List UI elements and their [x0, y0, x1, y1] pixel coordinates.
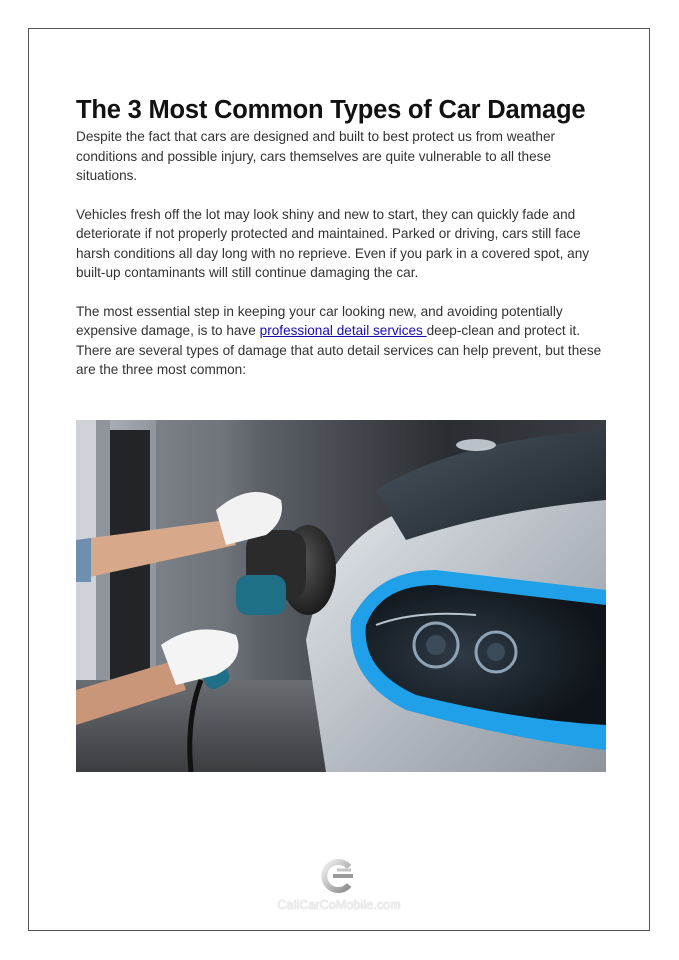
logo-text[interactable]: CaliCarCoMobile.com [277, 898, 401, 912]
paragraph-intro: Despite the fact that cars are designed and built to best protect us from weather conditions and possible injury, cars themselves are quite vulnerable to all these situations. [76, 129, 556, 183]
paragraph-vehicles: Vehicles fresh off the lot may look shiny and new to start, they can quickly fade and deteriorate if not properly protected and maintained. Parked or driving, cars still face harsh conditions all day long with no reprieve. Even if you park in a covered spot, any built-up contaminants will still continue damaging the car. [76, 206, 590, 280]
logo-mark-icon [321, 859, 357, 898]
article-title: The 3 Most Common Types of Car Damage [76, 96, 586, 124]
article [76, 95, 606, 380]
paragraph-text-after-link: deep-clean and protect it. There are several types of damage that auto detail services can help prevent, but these are the three most common: [76, 323, 602, 377]
paragraph-text-before-link: The most essential step in keeping your car looking new, and avoiding potentially expensive damage, is to have [76, 303, 563, 338]
site-logo [29, 859, 649, 912]
professional-detail-services-link[interactable]: professional detail services [259, 323, 427, 338]
paragraph-detail-services [76, 302, 606, 380]
document-page [28, 28, 650, 931]
car-polishing-photo [76, 420, 606, 772]
